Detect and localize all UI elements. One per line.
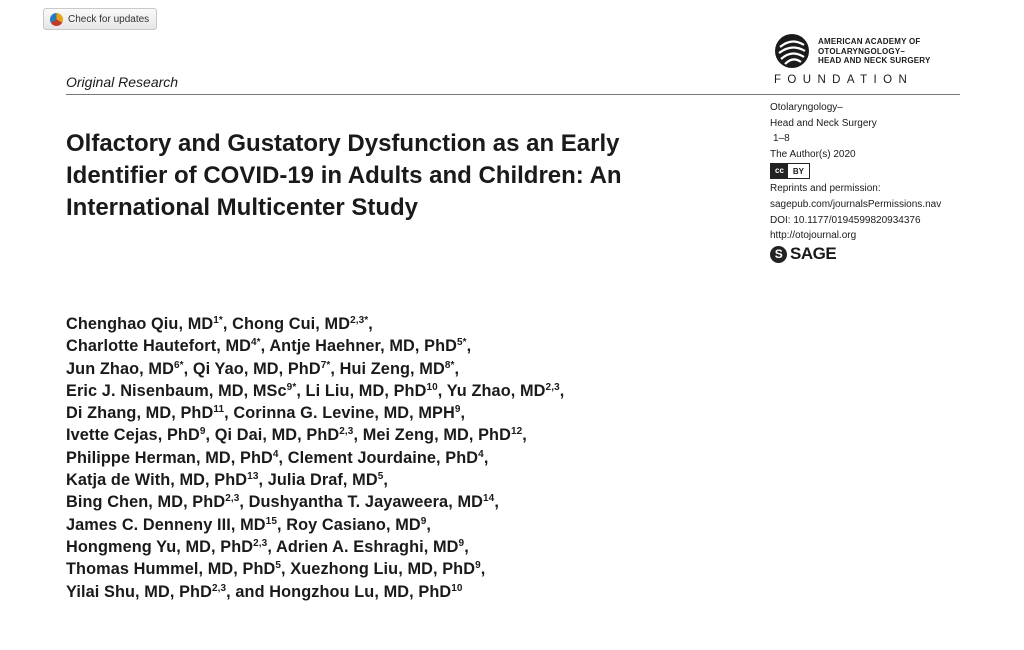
author-name: Jun Zhao, MD — [66, 359, 174, 378]
author-name: , — [522, 426, 527, 445]
author-name: , Yu Zhao, MD — [437, 381, 546, 400]
affiliation-marker: 2,3 — [545, 381, 560, 393]
author-name: , Li Liu, MD, PhD — [296, 381, 427, 400]
author-line — [66, 313, 766, 335]
journal-name-line1: Otolaryngology– — [770, 102, 843, 113]
author-name: , Qi Yao, MD, PhD — [183, 359, 321, 378]
affiliation-marker: 4* — [251, 337, 261, 349]
affiliation-marker: 14 — [482, 493, 495, 505]
affiliation-marker: 2,3 — [339, 426, 354, 438]
author-name: Bing Chen, MD, PhD — [66, 493, 226, 512]
author-name: , Chong Cui, MD — [222, 315, 351, 333]
affiliation-marker: 9 — [420, 515, 427, 527]
affiliation-marker: 6* — [173, 359, 184, 371]
author-name: Thomas Hummel, MD, PhD — [66, 560, 276, 579]
author-name: , — [454, 359, 460, 378]
article-title: Olfactory and Gustatory Dysfunction as an Early Identifier of COVID-19 in Adults and Children: An International Multicenter Study — [66, 130, 622, 221]
journal-meta — [770, 100, 980, 263]
author-name: Katja de With, MD, PhD — [66, 471, 248, 490]
author-line — [66, 558, 766, 580]
author-name: , Antje Haehner, MD, PhD — [260, 337, 457, 356]
article-type-label: Original Research — [66, 74, 179, 90]
author-name: , — [483, 448, 489, 467]
author-name: James C. Denneny III, MD — [66, 515, 266, 534]
journal-name-line2: Head and Neck Surgery — [770, 117, 877, 129]
author-name: Hongmeng Yu, MD, PhD — [66, 537, 254, 556]
sage-s-icon: S — [770, 246, 787, 263]
cc-icon: cc — [771, 164, 788, 178]
author-name: Ivette Cejas, PhD — [66, 426, 200, 445]
author-list — [66, 313, 766, 603]
affiliation-marker: 13 — [247, 471, 259, 483]
author-name: , — [383, 471, 388, 490]
author-name: , Hui Zeng, MD — [330, 359, 445, 378]
author-name: , — [460, 404, 466, 423]
publisher-logo — [774, 33, 960, 93]
foundation-label: FOUNDATION — [774, 74, 914, 86]
author-name: , — [368, 315, 373, 333]
affiliation-marker: 2,3 — [225, 493, 240, 505]
author-line — [66, 335, 766, 357]
affiliation-marker: 5 — [377, 471, 384, 483]
author-name: , Qi Dai, MD, PhD — [205, 426, 340, 445]
author-name: Charlotte Hautefort, MD — [66, 337, 252, 356]
affiliation-marker: 2,3 — [211, 582, 227, 594]
publisher-name-line: OTOLARYNGOLOGY– — [818, 46, 906, 56]
affiliation-marker: 9* — [286, 381, 297, 393]
affiliation-marker: 5* — [456, 337, 467, 349]
page-range: 1–8 — [773, 133, 790, 145]
author-name: , Clement Jourdaine, PhD — [278, 448, 479, 467]
cc-license-badge — [770, 163, 810, 179]
author-name: Philippe Herman, MD, PhD — [66, 448, 273, 467]
author-name: , and Hongzhou Lu, MD, PhD — [226, 582, 452, 601]
author-name: , — [426, 515, 432, 534]
affiliation-marker: 8* — [444, 359, 455, 371]
crossmark-icon — [50, 13, 63, 26]
publisher-name — [818, 37, 931, 66]
author-name: , Xuezhong Liu, MD, PhD — [281, 560, 476, 579]
affiliation-marker: 2,3 — [253, 537, 268, 549]
author-line — [66, 380, 766, 402]
author-name: , — [494, 493, 499, 512]
affiliation-marker: 4 — [478, 448, 484, 460]
author-line — [66, 447, 766, 469]
affiliation-marker: 9 — [199, 426, 206, 438]
author-name: , — [464, 537, 469, 556]
sage-wordmark: SAGE — [790, 244, 837, 264]
author-name: Eric J. Nisenbaum, MD, MSc — [66, 381, 287, 400]
affiliation-marker: 9 — [458, 537, 465, 549]
author-name: , — [480, 560, 486, 579]
copyright-line: The Author(s) 2020 — [770, 148, 856, 160]
affiliation-marker: 10 — [426, 381, 438, 393]
author-line — [66, 402, 766, 424]
affiliation-marker: 10 — [451, 582, 463, 594]
check-for-updates-label: Check for updates — [68, 13, 150, 25]
author-name: , Adrien A. Eshraghi, MD — [267, 537, 459, 556]
reprints-label: Reprints and permission: — [770, 183, 881, 195]
publisher-name-line: AMERICAN ACADEMY OF — [818, 37, 921, 46]
author-line — [66, 514, 766, 536]
affiliation-marker: 4 — [272, 448, 279, 460]
reprints-link[interactable]: sagepub.com/journalsPermissions.nav — [770, 198, 942, 210]
publisher-name-line: HEAD AND NECK SURGERY — [818, 56, 931, 65]
sage-logo — [770, 246, 980, 263]
affiliation-marker: 7* — [320, 359, 331, 371]
by-icon: BY — [792, 166, 805, 176]
affiliation-marker: 1* — [213, 315, 223, 326]
affiliation-marker: 9 — [475, 560, 481, 572]
author-line — [66, 469, 766, 491]
affiliation-marker: 2,3* — [350, 315, 369, 326]
author-name: , Mei Zeng, MD, PhD — [353, 426, 511, 445]
affiliation-marker: 15 — [265, 515, 277, 527]
author-line — [66, 491, 766, 513]
author-line — [66, 358, 766, 380]
affiliation-marker: 5 — [275, 560, 282, 572]
affiliation-marker: 12 — [510, 426, 523, 438]
author-name: Chenghao Qiu, MD — [66, 315, 214, 333]
author-name: , Corinna G. Levine, MD, MPH — [224, 404, 455, 423]
author-line — [66, 424, 766, 446]
author-line — [66, 536, 766, 558]
author-name: , Dushyantha T. Jayaweera, MD — [239, 493, 483, 512]
author-name: , — [559, 381, 565, 400]
author-name: , Roy Casiano, MD — [276, 515, 421, 534]
swirl-logo-icon — [774, 33, 810, 69]
doi-text: DOI: 10.1177/0194599820934376 — [770, 214, 921, 226]
journal-url-link[interactable]: http://otojournal.org — [770, 230, 857, 242]
author-name: Di Zhang, MD, PhD — [66, 404, 214, 423]
author-name: , — [466, 337, 472, 356]
author-name: Yilai Shu, MD, PhD — [66, 582, 212, 601]
header-divider — [66, 94, 960, 95]
affiliation-marker: 9 — [454, 404, 461, 416]
check-for-updates-button[interactable] — [43, 8, 157, 30]
affiliation-marker: 11 — [213, 404, 225, 416]
author-name: , Julia Draf, MD — [258, 471, 378, 490]
author-line — [66, 581, 766, 603]
